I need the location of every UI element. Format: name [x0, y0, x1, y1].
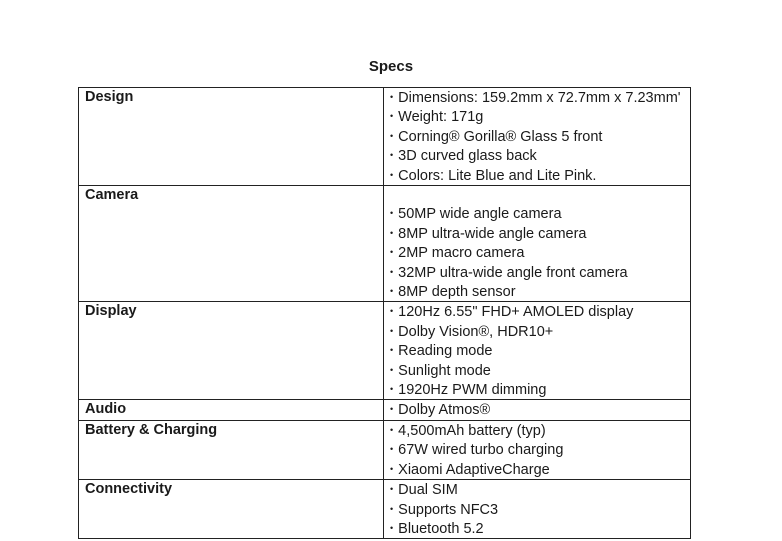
- detail-cell: [384, 400, 691, 420]
- table-row: [79, 302, 691, 400]
- detail-cell: [384, 420, 691, 479]
- detail-cell: [384, 302, 691, 400]
- list-item: • Dolby Vision®, HDR10+: [390, 322, 686, 341]
- table-row: [79, 88, 691, 186]
- list-item: • 4,500mAh battery (typ): [390, 421, 686, 440]
- list-item: • Dual SIM: [390, 480, 686, 499]
- list-item: • 1920Hz PWM dimming: [390, 380, 686, 399]
- detail-cell: [384, 88, 691, 186]
- category-label: Display: [79, 302, 384, 400]
- list-item: • Dolby Atmos®: [390, 400, 686, 419]
- table-row: [79, 480, 691, 539]
- category-label: Camera: [79, 186, 384, 302]
- list-item: • Sunlight mode: [390, 361, 686, 380]
- list-item: • Corning® Gorilla® Glass 5 front: [390, 127, 686, 146]
- list-item: • 3D curved glass back: [390, 146, 686, 165]
- list-item: • 32MP ultra-wide angle front camera: [390, 263, 686, 282]
- blank-line: [390, 186, 686, 204]
- table-row: [79, 400, 691, 420]
- category-label: Connectivity: [79, 480, 384, 539]
- list-item: • Supports NFC3: [390, 500, 686, 519]
- category-label: Design: [79, 88, 384, 186]
- specs-table: [78, 87, 691, 539]
- list-item: • Weight: 171g: [390, 107, 686, 126]
- table-row: [79, 420, 691, 479]
- list-item: • Dimensions: 159.2mm x 72.7mm x 7.23mm': [390, 88, 686, 107]
- list-item: • 2MP macro camera: [390, 243, 686, 262]
- detail-cell: [384, 480, 691, 539]
- list-item: • 50MP wide angle camera: [390, 204, 686, 223]
- document-title: Specs: [368, 58, 414, 75]
- category-label: Audio: [79, 400, 384, 420]
- list-item: • Xiaomi AdaptiveCharge: [390, 460, 686, 479]
- category-label: Battery & Charging: [79, 420, 384, 479]
- list-item: • 8MP depth sensor: [390, 282, 686, 301]
- table-row: [79, 186, 691, 302]
- list-item: • Reading mode: [390, 341, 686, 360]
- list-item: • Colors: Lite Blue and Lite Pink.: [390, 166, 686, 185]
- list-item: • 120Hz 6.55" FHD+ AMOLED display: [390, 302, 686, 321]
- list-item: • Bluetooth 5.2: [390, 519, 686, 538]
- list-item: • 67W wired turbo charging: [390, 440, 686, 459]
- list-item: • 8MP ultra-wide angle camera: [390, 224, 686, 243]
- detail-cell: [384, 186, 691, 302]
